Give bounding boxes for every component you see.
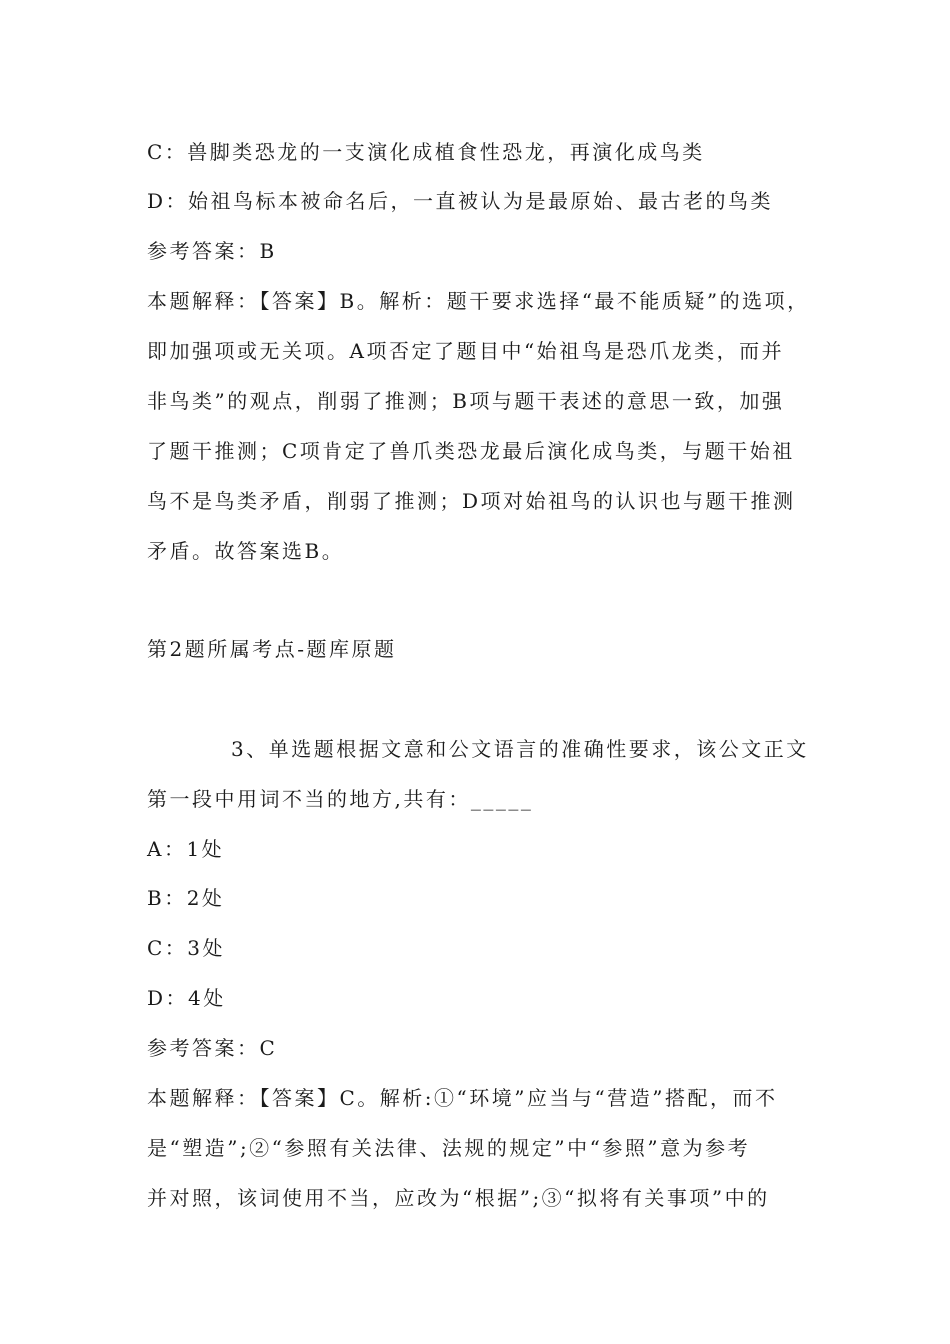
option-c: C：兽脚类恐龙的一支演化成植食性恐龙，再演化成鸟类 — [147, 140, 705, 164]
option-d: D：始祖鸟标本被命名后，一直被认为是最原始、最古老的鸟类 — [147, 189, 774, 213]
explanation-line: 鸟不是鸟类矛盾，削弱了推测；D项对始祖鸟的认识也与题干推测 — [147, 489, 796, 513]
explanation-line: 了题干推测；C项肯定了兽爪类恐龙最后演化成鸟类，与题干始祖 — [147, 439, 795, 463]
option-c: C：3处 — [147, 936, 226, 960]
option-b: B：2处 — [147, 886, 225, 910]
question-stem: 第一段中用词不当的地方,共有：_____ — [147, 787, 534, 811]
explanation-line: 是“塑造”;②“参照有关法律、法规的规定”中“参照”意为参考 — [147, 1136, 751, 1160]
option-d: D：4处 — [147, 986, 226, 1010]
explanation-line: 本题解释：【答案】C。解析:①“环境”应当与“营造”搭配，而不 — [147, 1086, 778, 1110]
explanation-line: 矛盾。故答案选B。 — [147, 539, 345, 563]
question-stem: 3、单选题根据文意和公文语言的准确性要求，该公文正文 — [231, 737, 809, 761]
option-a: A：1处 — [147, 837, 225, 861]
answer-q2: 参考答案：B — [147, 239, 277, 263]
explanation-line: 并对照，该词使用不当，应改为“根据”;③“拟将有关事项”中的 — [147, 1186, 770, 1210]
answer-q3: 参考答案：C — [147, 1036, 278, 1060]
explanation-line: 非鸟类”的观点，削弱了推测；B项与题干表述的意思一致，加强 — [147, 389, 785, 413]
explanation-line: 本题解释：【答案】B。解析：题干要求选择“最不能质疑”的选项， — [147, 289, 810, 313]
explanation-line: 即加强项或无关项。A项否定了题目中“始祖鸟是恐爪龙类，而并 — [147, 339, 785, 363]
topic-q2: 第2题所属考点-题库原题 — [147, 637, 397, 661]
